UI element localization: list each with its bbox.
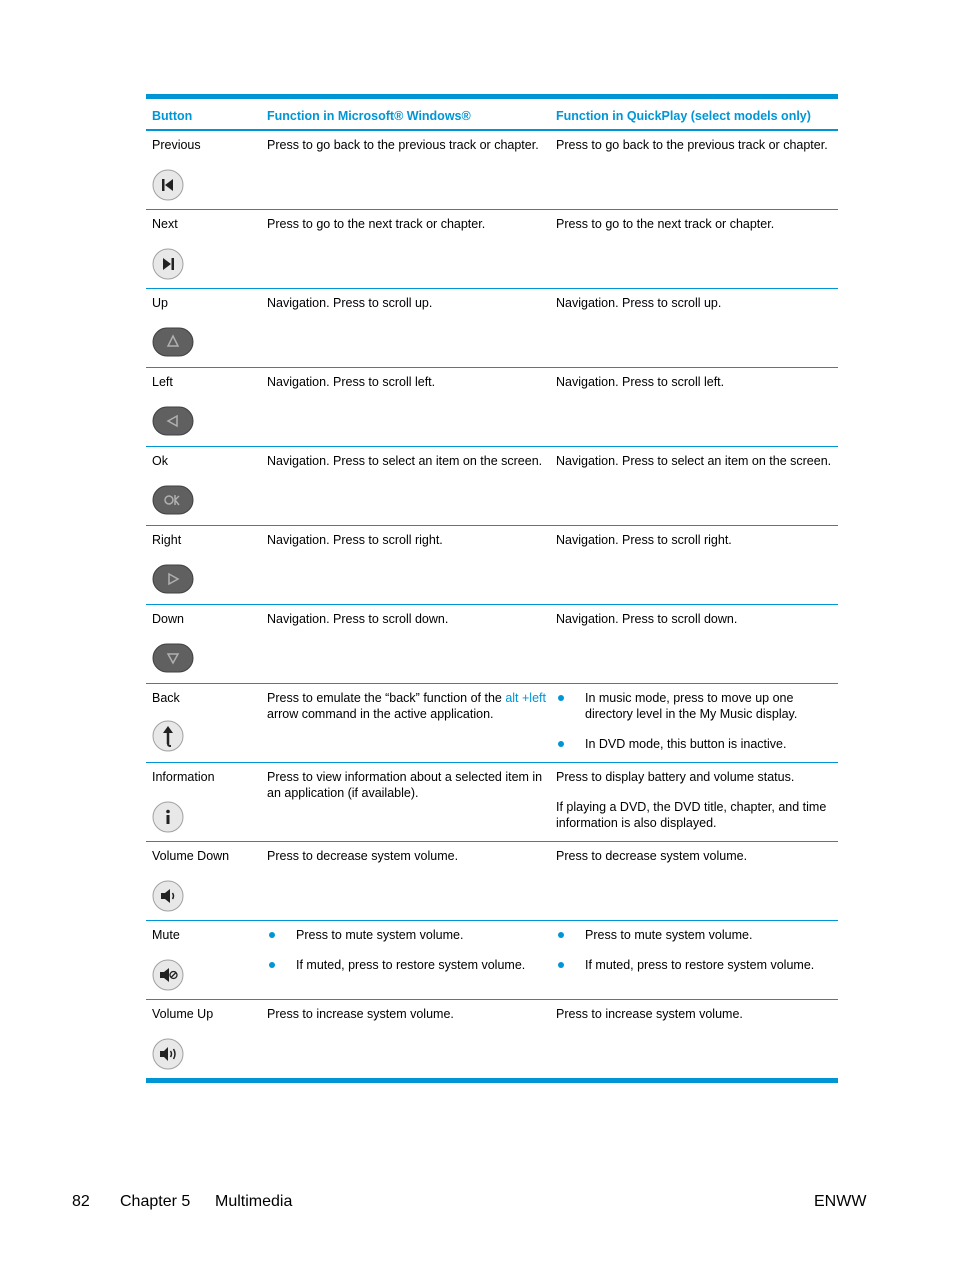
quickplay-function: Navigation. Press to scroll up.: [556, 296, 722, 310]
down-arrow-icon: [152, 643, 194, 673]
windows-function: Navigation. Press to scroll left.: [267, 375, 436, 389]
paragraph: Press to display battery and volume status.: [556, 770, 795, 784]
alt-left-link[interactable]: alt +left: [505, 691, 546, 705]
up-arrow-icon: [152, 327, 194, 357]
windows-function: Press to decrease system volume.: [267, 849, 459, 863]
quickplay-function: Navigation. Press to scroll right.: [556, 533, 732, 547]
windows-function: Navigation. Press to scroll up.: [267, 296, 433, 310]
quickplay-function: Navigation. Press to scroll down.: [556, 612, 738, 626]
footer-code: ENWW: [814, 1193, 867, 1210]
table-row: [146, 210, 838, 289]
page-number: 82: [72, 1193, 90, 1210]
button-name: Volume Down: [152, 849, 230, 863]
previous-icon: [152, 169, 184, 201]
button-name: Volume Up: [152, 1007, 214, 1021]
quickplay-function: Press to decrease system volume.: [556, 849, 748, 863]
table-row: [146, 368, 838, 447]
table-row: [146, 763, 838, 842]
button-function-table: [146, 94, 838, 1083]
quickplay-function: [556, 927, 838, 987]
table-row: [146, 526, 838, 605]
bullet-item: In DVD mode, this button is inactive.: [556, 736, 838, 752]
windows-function: Press to increase system volume.: [267, 1007, 454, 1021]
table-row: [146, 842, 838, 921]
section-label: Multimedia: [215, 1193, 293, 1210]
windows-function: Press to view information about a selected item in an application (if available).: [267, 770, 543, 800]
header-windows: Function in Microsoft® Windows®: [267, 109, 471, 123]
back-icon: [152, 720, 184, 752]
header-quickplay: Function in QuickPlay (select models only): [556, 109, 811, 123]
windows-text-pre: Press to emulate the “back” function of the: [267, 691, 506, 705]
table-row: [146, 1000, 838, 1078]
next-icon: [152, 248, 184, 280]
button-name: Back: [152, 691, 180, 705]
bullet-item: Press to mute system volume.: [267, 927, 549, 943]
button-name: Ok: [152, 454, 168, 468]
quickplay-function: Press to go back to the previous track or chapter.: [556, 138, 828, 152]
bullet-item: In music mode, press to move up one directory level in the My Music display.: [556, 690, 838, 722]
windows-function: Navigation. Press to select an item on the screen.: [267, 454, 543, 468]
table-row: [146, 289, 838, 368]
windows-text-post: arrow command in the active application.: [267, 707, 494, 721]
quickplay-function: Navigation. Press to select an item on the screen.: [556, 454, 832, 468]
quickplay-function: [556, 690, 838, 766]
information-icon: [152, 801, 184, 833]
button-name: Up: [152, 296, 168, 310]
button-name: Left: [152, 375, 173, 389]
bullet-item: Press to mute system volume.: [556, 927, 838, 943]
mute-icon: [152, 959, 184, 991]
volume-down-icon: [152, 880, 184, 912]
windows-function: Navigation. Press to scroll right.: [267, 533, 443, 547]
volume-up-icon: [152, 1038, 184, 1070]
windows-function: Navigation. Press to scroll down.: [267, 612, 449, 626]
table-row: [146, 447, 838, 526]
quickplay-function: Navigation. Press to scroll left.: [556, 375, 725, 389]
header-button: Button: [152, 109, 193, 123]
chapter-label: Chapter 5: [120, 1193, 191, 1210]
table-row: [146, 684, 838, 763]
button-name: Information: [152, 770, 215, 784]
table-row: [146, 921, 838, 1000]
ok-icon: [152, 485, 194, 515]
bullet-item: If muted, press to restore system volume.: [267, 957, 549, 973]
button-name: Down: [152, 612, 184, 626]
button-name: Previous: [152, 138, 201, 152]
windows-function: Press to go back to the previous track or chapter.: [267, 138, 539, 152]
quickplay-function: Press to increase system volume.: [556, 1007, 743, 1021]
button-name: Mute: [152, 928, 180, 942]
button-name: Right: [152, 533, 182, 547]
table-row: [146, 131, 838, 210]
windows-function: [267, 690, 549, 722]
left-arrow-icon: [152, 406, 194, 436]
paragraph: If playing a DVD, the DVD title, chapter, and time information is also displayed.: [556, 800, 827, 830]
windows-function: Press to go to the next track or chapter.: [267, 217, 486, 231]
windows-function: [267, 927, 549, 987]
table-row: [146, 605, 838, 684]
right-arrow-icon: [152, 564, 194, 594]
table-header: [146, 99, 838, 131]
quickplay-function: [556, 769, 838, 845]
button-name: Next: [152, 217, 178, 231]
bullet-item: If muted, press to restore system volume.: [556, 957, 838, 973]
quickplay-function: Press to go to the next track or chapter.: [556, 217, 775, 231]
